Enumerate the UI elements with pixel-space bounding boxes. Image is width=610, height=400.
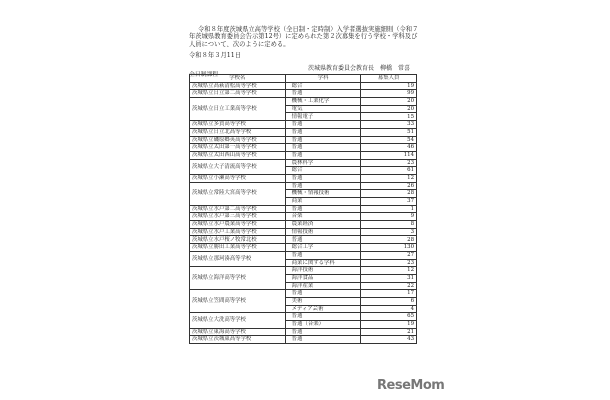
capacity: 4: [361, 305, 417, 313]
department: 普通: [285, 144, 361, 152]
department: 商業: [285, 198, 361, 206]
department: 普通: [285, 90, 361, 98]
school-name: 茨城県立日立第二高等学校: [190, 90, 286, 98]
department: 農林科学: [285, 159, 361, 167]
school-name: 茨城県立高萩清松高等学校: [190, 82, 286, 90]
table-row: [190, 98, 417, 106]
department: 普通: [285, 290, 361, 298]
table-row: [190, 290, 417, 298]
capacity: 20: [361, 105, 417, 113]
school-name: 茨城県立水戸第三高等学校: [190, 213, 286, 221]
department: 普通: [285, 174, 361, 182]
school-name: 茨城県立水戸農業高等学校: [190, 221, 286, 229]
table-row: [190, 151, 417, 159]
school-name: 茨城県立小瀬高等学校: [190, 174, 286, 182]
table-row: [190, 144, 417, 152]
department: 音楽: [285, 213, 361, 221]
department: 普通: [285, 205, 361, 213]
school-name: 茨城県立大洗高等学校: [190, 313, 286, 328]
capacity: 31: [361, 274, 417, 282]
table-row: [190, 182, 417, 190]
header-department: 学科: [285, 75, 361, 83]
school-name: 茨城県立水戸桜ノ牧常北校: [190, 236, 286, 244]
department: 海洋技術: [285, 267, 361, 275]
capacity: 19: [361, 82, 417, 90]
capacity: 61: [361, 167, 417, 175]
department: 普通: [285, 136, 361, 144]
course-label: 全日制課程: [189, 72, 218, 78]
capacity: 28: [361, 236, 417, 244]
capacity: 26: [361, 182, 417, 190]
resemom-logo: ReseMom: [377, 378, 445, 393]
department: メディア芸術: [285, 305, 361, 313]
department: 海洋産業: [285, 282, 361, 290]
signatory: 茨城県教育委員会教育長 柳橋 常喜: [308, 65, 411, 72]
school-name: 茨城県立勝田工業高等学校: [190, 244, 286, 252]
table-header: [190, 75, 417, 83]
department: 商業に関する学科: [285, 259, 361, 267]
department: 農業経済: [285, 221, 361, 229]
department: 美術: [285, 297, 361, 305]
school-name: 茨城県立笠間高等学校: [190, 290, 286, 313]
capacity: 15: [361, 113, 417, 121]
department: 情報技術: [285, 228, 361, 236]
table-row: [190, 336, 417, 344]
department: 普通: [285, 151, 361, 159]
department: 普通: [285, 121, 361, 129]
capacity: 37: [361, 198, 417, 206]
notice-paragraph: 令和８年度茨城県立高等学校（全日制・定時制）入学者選抜実施細則（令和７年茨城県教育委員会告示第12号）に定められた第２次募集を行う学校・学科及び人員について、次のように定める。: [189, 26, 419, 48]
department: 機械・情報技術: [285, 190, 361, 198]
capacity: 130: [361, 244, 417, 252]
capacity: 23: [361, 259, 417, 267]
school-name: 茨城県立常陸大宮高等学校: [190, 182, 286, 205]
table-row: [190, 82, 417, 90]
table-row: [190, 221, 417, 229]
header-capacity: 募集人員: [361, 75, 417, 83]
table-row: [190, 128, 417, 136]
notice-date: 令和８年３月11日: [189, 52, 242, 59]
department: 情報電子: [285, 113, 361, 121]
table-row: [190, 205, 417, 213]
capacity: 51: [361, 128, 417, 136]
table-row: [190, 174, 417, 182]
capacity: 27: [361, 251, 417, 259]
table-row: [190, 121, 417, 129]
capacity: 1: [361, 205, 417, 213]
school-name: 茨城県立日立北高等学校: [190, 128, 286, 136]
capacity: 114: [361, 151, 417, 159]
capacity: 54: [361, 136, 417, 144]
department: 普通: [285, 251, 361, 259]
capacity: 22: [361, 282, 417, 290]
capacity: 6: [361, 297, 417, 305]
header-school: 学校名: [190, 75, 286, 83]
table-row: [190, 244, 417, 252]
capacity: 9: [361, 213, 417, 221]
capacity: 21: [361, 328, 417, 336]
recruitment-table: [189, 74, 417, 344]
capacity: 3: [361, 228, 417, 236]
table-row: [190, 251, 417, 259]
capacity: 33: [361, 121, 417, 129]
school-name: 茨城県立海洋高等学校: [190, 267, 286, 290]
capacity: 28: [361, 190, 417, 198]
school-name: 茨城県立茨城東高等学校: [190, 336, 286, 344]
school-name: 茨城県立水戸第二高等学校: [190, 205, 286, 213]
department: 電気: [285, 105, 361, 113]
capacity: 19: [361, 321, 417, 329]
capacity: 8: [361, 221, 417, 229]
school-name: 茨城県立大子清流高等学校: [190, 159, 286, 174]
school-name: 茨城県立東海高等学校: [190, 328, 286, 336]
school-name: 茨城県立那珂湊高等学校: [190, 251, 286, 266]
department: 普通: [285, 182, 361, 190]
table-row: [190, 236, 417, 244]
capacity: 17: [361, 290, 417, 298]
table-row: [190, 328, 417, 336]
school-name: 茨城県立日立工業高等学校: [190, 98, 286, 121]
table-row: [190, 159, 417, 167]
department: 普通（音楽）: [285, 321, 361, 329]
table-row: [190, 267, 417, 275]
capacity: 20: [361, 98, 417, 106]
department: 総合: [285, 167, 361, 175]
table-row: [190, 313, 417, 321]
department: 普通: [285, 128, 361, 136]
department: 普通: [285, 236, 361, 244]
table-row: [190, 228, 417, 236]
department: 総合: [285, 82, 361, 90]
school-name: 茨城県立太田西山高等学校: [190, 151, 286, 159]
school-name: 茨城県立水戸工業高等学校: [190, 228, 286, 236]
school-name: 茨城県立太田第一高等学校: [190, 144, 286, 152]
department: 機械・工業化学: [285, 98, 361, 106]
department: 海洋食品: [285, 274, 361, 282]
capacity: 12: [361, 267, 417, 275]
table-row: [190, 90, 417, 98]
department: 総合工学: [285, 244, 361, 252]
department: 普通: [285, 328, 361, 336]
capacity: 65: [361, 313, 417, 321]
school-name: 茨城県立磯原郷英高等学校: [190, 136, 286, 144]
capacity: 99: [361, 90, 417, 98]
table-row: [190, 213, 417, 221]
capacity: 23: [361, 159, 417, 167]
capacity: 46: [361, 144, 417, 152]
department: 普通: [285, 313, 361, 321]
department: 普通: [285, 336, 361, 344]
table-row: [190, 136, 417, 144]
school-name: 茨城県立多賀高等学校: [190, 121, 286, 129]
capacity: 12: [361, 174, 417, 182]
capacity: 43: [361, 336, 417, 344]
